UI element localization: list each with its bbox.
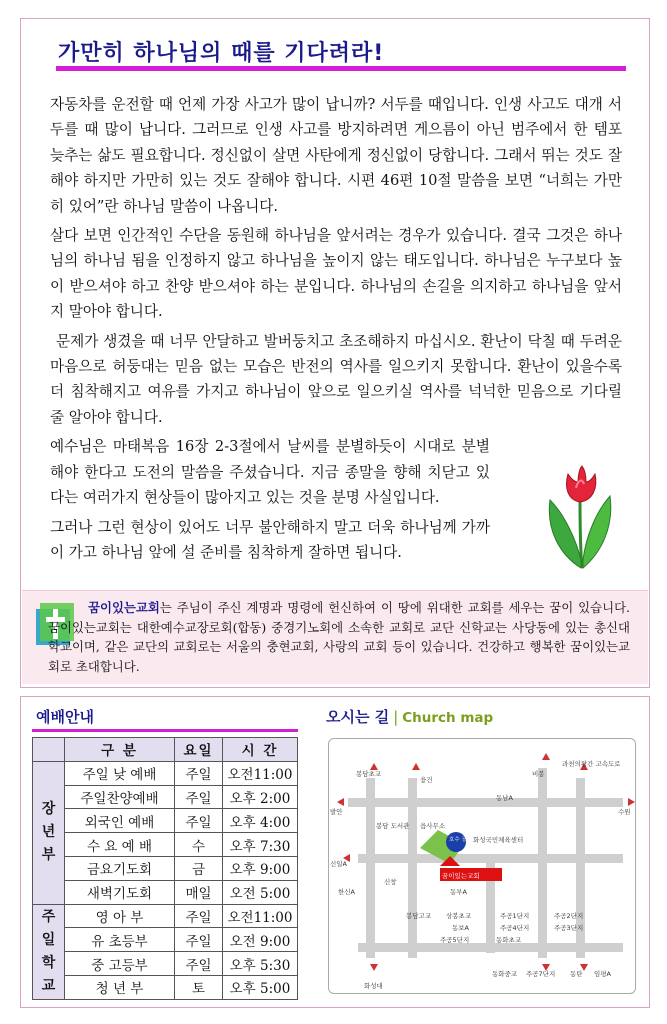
road xyxy=(366,778,375,958)
arrow-marker xyxy=(370,964,378,971)
article-paragraph: 살다 보면 인간적인 수단을 동원해 하나님을 앞서려는 경우가 있습니다. 결국 그것은 하나님의 하나님 됨을 인정하지 않고 하나님을 높이지 않는 태도입니다. 하나님은 누구보다 높이 받으셔야 하고 찬양 받으셔야 하는 분입니다. 하나님의 손길을 의지하고 하나님을 앞서지 말아야 합니다. xyxy=(50,227,622,321)
service-day: 주일 xyxy=(175,928,223,952)
map-label: 동부A xyxy=(450,888,468,896)
group-label-char: 주 xyxy=(41,908,56,925)
map-label: 화성국민체육센터 xyxy=(473,836,524,844)
table-row xyxy=(33,761,298,785)
map-label: 상봉초교 xyxy=(446,912,472,920)
table-row xyxy=(33,904,298,928)
group-label-char: 학 xyxy=(41,954,56,971)
worship-underline xyxy=(32,729,298,732)
service-time: 오전11:00 xyxy=(223,904,298,928)
map-label: 주공3단지 xyxy=(554,924,584,932)
table-row xyxy=(33,880,298,904)
service-time: 오후 4:00 xyxy=(223,809,298,833)
map-title-ko: 오시는 길 xyxy=(326,708,390,726)
map-label: 동화중교 xyxy=(492,970,518,978)
article-paragraph: 자동차를 운전할 때 언제 가장 사고가 많이 납니까? 서두를 때입니다. 인생 사고도 대개 서두를 때 많이 납니다. 그러므로 인생 사고를 방지하려면 게으름이 아닌 범주에서 한 템포 늦추는 삶도 필요합니다. 정신없이 살면 사탄에게 정신없이 당합니다. 그래서 뛰는 것도 잘해야 하지만 가만히 있는 것도 잘해야 합니다. 시편 46편 10절 말씀을 보면 “너희는 가만히 있어”란 하나님 말씀이 나옵니다. xyxy=(50,96,622,215)
group-label-char: 장 xyxy=(41,801,56,818)
table-header: 시 간 xyxy=(223,738,298,762)
service-name: 외국인 예배 xyxy=(65,809,175,833)
map-label: 읍사무소 xyxy=(420,822,446,830)
group-label xyxy=(33,906,64,998)
service-name: 수 요 예 배 xyxy=(65,833,175,857)
worship-title: 예배안내 xyxy=(36,708,94,726)
table-row xyxy=(33,785,298,809)
arrow-marker xyxy=(337,798,344,806)
map-label: 동남A xyxy=(496,794,514,802)
service-day: 주일 xyxy=(175,809,223,833)
map-label: 동보A xyxy=(452,924,470,932)
service-name: 영 아 부 xyxy=(65,904,175,928)
arrow-marker xyxy=(542,753,550,760)
service-time: 오후 7:30 xyxy=(223,833,298,857)
road xyxy=(538,768,547,958)
service-name: 유 초등부 xyxy=(65,928,175,952)
map-label: 융건 xyxy=(420,776,433,784)
service-name: 금요기도회 xyxy=(65,856,175,880)
service-day: 수 xyxy=(175,833,223,857)
map-label: 봉담 도서관 xyxy=(376,822,410,830)
map-title-separator: | xyxy=(393,708,399,726)
group-label-char: 교 xyxy=(41,977,56,994)
map-label: 주공5단지 xyxy=(440,936,470,944)
service-name: 주일찬양예배 xyxy=(65,785,175,809)
table-row xyxy=(33,833,298,857)
article-paragraph: 문제가 생겼을 때 너무 안달하고 발버둥치고 초조해하지 마십시오. 환난이 닥칠 때 두려운 마음으로 허둥대는 믿음 없는 모습은 반전의 역사를 일으키지 못합니다. 환난이 있을수록 더 침착해지고 여유를 가지고 하나님이 앞으로 일으키실 역사를 넉넉한 믿음으로 기다릴 줄 알아야 합니다. xyxy=(50,332,622,426)
map-label: 비봉 xyxy=(532,770,545,778)
table-row xyxy=(33,952,298,976)
service-name: 청 년 부 xyxy=(65,975,175,999)
map-title xyxy=(326,706,493,727)
arrow-marker xyxy=(628,798,635,806)
arrow-marker xyxy=(412,763,420,770)
map-label: 발안 xyxy=(330,808,343,816)
service-day: 주일 xyxy=(175,785,223,809)
group-sunday-school xyxy=(33,904,65,999)
table-header: 구 분 xyxy=(65,738,175,762)
map-label: 주공2단지 xyxy=(554,912,584,920)
church-name: 꿈이있는교회 xyxy=(88,600,160,615)
map-label: 봉담초교 xyxy=(356,770,382,778)
map-label: 한신A xyxy=(338,888,356,896)
service-day: 주일 xyxy=(175,761,223,785)
service-time: 오전11:00 xyxy=(223,761,298,785)
group-label xyxy=(33,798,64,867)
service-time: 오후 5:00 xyxy=(223,975,298,999)
group-label-char: 일 xyxy=(41,931,56,948)
article-paragraph: 그러나 그런 현상이 있어도 너무 불안해하지 말고 더욱 하나님께 가까이 가고 하나님 앞에 설 준비를 침착하게 잘하면 됩니다. xyxy=(50,518,490,561)
map-label: 주공4단지 xyxy=(500,924,530,932)
map-label: 동탄 xyxy=(570,970,583,978)
table-header: 요일 xyxy=(175,738,223,762)
service-name: 새벽기도회 xyxy=(65,880,175,904)
arrow-marker xyxy=(370,763,378,770)
article-body xyxy=(50,92,622,569)
map-label: 꿈이있는교회 xyxy=(442,872,480,880)
map-label: 봉담고교 xyxy=(406,912,432,920)
service-day: 매일 xyxy=(175,880,223,904)
church-map-drawing xyxy=(328,738,636,994)
map-label: 수원 xyxy=(618,808,631,816)
map-label: 과천의왕간 고속도로 xyxy=(562,760,621,768)
map-label: 호수 공원 xyxy=(449,837,473,843)
service-time: 오후 9:00 xyxy=(223,856,298,880)
table-header-blank xyxy=(33,738,65,762)
church-intro-text xyxy=(48,598,630,676)
table-row xyxy=(33,809,298,833)
service-name: 주일 낮 예배 xyxy=(65,761,175,785)
service-time: 오후 5:30 xyxy=(223,952,298,976)
table-row xyxy=(33,856,298,880)
article-paragraph: 예수님은 마태복음 16장 2-3절에서 날씨를 분별하듯이 시대로 분별해야 한다고 도전의 말씀을 주셨습니다. 지금 종말을 향해 치닫고 있다는 여러가지 현상들이 많아지고 있는 것을 분명 사실입니다. xyxy=(50,438,490,507)
map-label: 화성대 xyxy=(364,982,383,990)
map-label: 신일A xyxy=(330,860,348,868)
map-title-en: Church map xyxy=(402,710,494,726)
table-header-row xyxy=(33,738,298,762)
title-underline xyxy=(56,66,626,71)
service-day: 금 xyxy=(175,856,223,880)
map-label: 임평A xyxy=(594,970,612,978)
service-day: 토 xyxy=(175,975,223,999)
tulip-icon xyxy=(540,460,620,570)
service-name: 중 고등부 xyxy=(65,952,175,976)
map-label: 동화초교 xyxy=(496,936,522,944)
table-row xyxy=(33,975,298,999)
road xyxy=(408,778,417,958)
church-description: 는 주님이 주신 계명과 명령에 헌신하여 이 땅에 위대한 교회를 세우는 꿈이 있습니다. 꿈이있는교회는 대한예수교장로회(합동) 중경기노회에 소속한 교회로 교단 신학교는 사당동에 있는 총신대학교이며, 같은 교단의 교회로는 서울의 충현교회, 사랑의 교회 등이 있습니다. 건강하고 행복한 꿈이있는교회로 초대합니다. xyxy=(48,600,630,674)
service-day: 주일 xyxy=(175,904,223,928)
map-label: 주공7단지 xyxy=(526,970,556,978)
map-label: 신창 xyxy=(384,878,397,886)
group-adult xyxy=(33,761,65,904)
service-time: 오후 2:00 xyxy=(223,785,298,809)
table-row xyxy=(33,928,298,952)
group-label-char: 부 xyxy=(41,847,56,864)
service-time: 오전 5:00 xyxy=(223,880,298,904)
worship-schedule-table xyxy=(32,737,298,1000)
map-label: 주공1단지 xyxy=(500,912,530,920)
article-title: 가만히 하나님의 때를 기다려라! xyxy=(58,41,385,66)
service-day: 주일 xyxy=(175,952,223,976)
group-label-char: 년 xyxy=(41,824,56,841)
service-time: 오전 9:00 xyxy=(223,928,298,952)
